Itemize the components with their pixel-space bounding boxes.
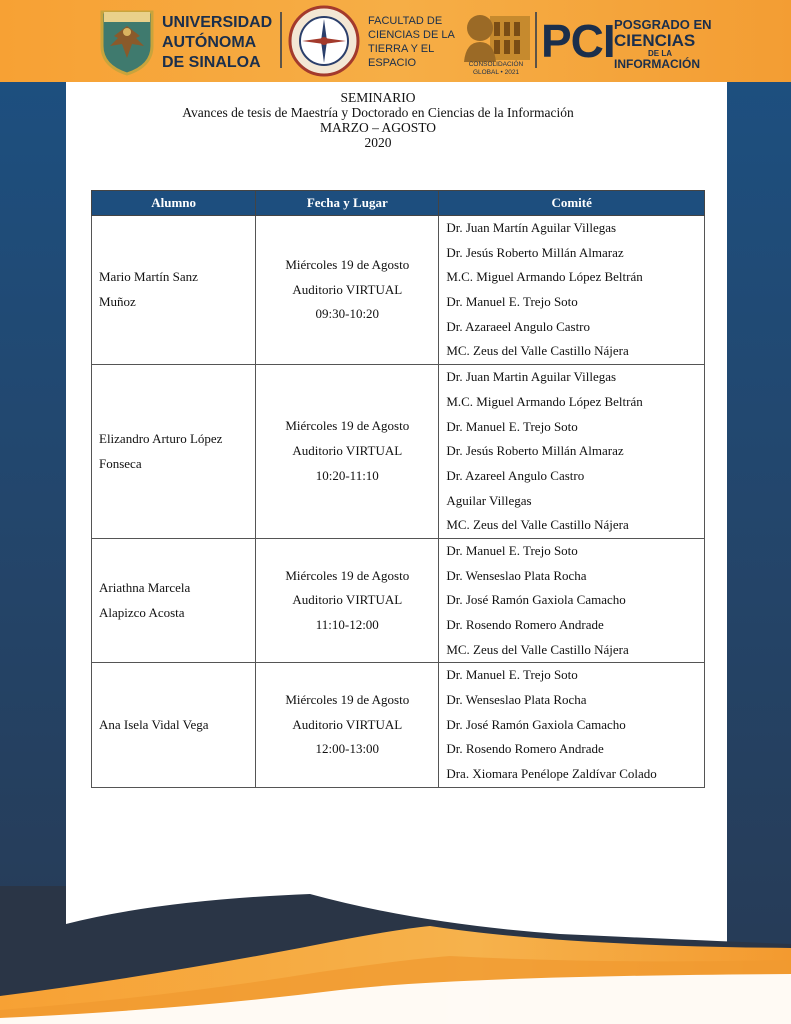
pci-logo-text: PCI bbox=[541, 15, 615, 67]
comite-member: Dr. Manuel E. Trejo Soto bbox=[446, 542, 578, 558]
header-comite: Comité bbox=[439, 191, 705, 216]
alumno-line: Fonseca bbox=[99, 455, 142, 471]
header-divider bbox=[280, 12, 282, 68]
pci-line-1: POSGRADO EN bbox=[614, 17, 712, 32]
fecha-date: Miércoles 19 de Agosto bbox=[285, 567, 410, 583]
fecha-date: Miércoles 19 de Agosto bbox=[285, 692, 410, 708]
consolidacion-logo bbox=[460, 6, 532, 62]
table-row bbox=[92, 538, 705, 662]
comite-member: Dr. Rosendo Romero Andrade bbox=[446, 617, 604, 632]
comite-member: Dr. Manuel E. Trejo Soto bbox=[446, 667, 578, 683]
uas-seal-logo bbox=[96, 6, 158, 76]
comite-member: Dr. Azareel Angulo Castro bbox=[446, 467, 585, 483]
university-line-2: AUTÓNOMA bbox=[162, 34, 257, 51]
cell-fecha-lugar bbox=[256, 538, 439, 662]
fecha-place: Auditorio VIRTUAL bbox=[292, 443, 403, 459]
header-divider-2 bbox=[535, 12, 537, 68]
title-period: MARZO – AGOSTO bbox=[319, 120, 436, 135]
cell-comite bbox=[439, 663, 705, 787]
alumno-line: Alapizco Acosta bbox=[99, 604, 185, 620]
faculty-line-4: ESPACIO bbox=[368, 57, 417, 69]
faculty-line-3: TIERRA Y EL bbox=[368, 43, 435, 55]
header-banner bbox=[0, 0, 791, 82]
pci-line-3: DE LA bbox=[648, 49, 672, 58]
document-titles bbox=[66, 90, 690, 150]
table-row bbox=[92, 663, 705, 787]
comite-member: Dr. Rosendo Romero Andrade bbox=[446, 741, 604, 757]
comite-member: Dr. Wenseslao Plata Rocha bbox=[446, 692, 587, 708]
table-row bbox=[92, 216, 705, 365]
comite-member: Dr. Manuel E. Trejo Soto bbox=[446, 418, 578, 434]
fecha-time: 11:10-12:00 bbox=[315, 617, 379, 632]
header-fecha-lugar: Fecha y Lugar bbox=[256, 191, 439, 216]
fecha-place: Auditorio VIRTUAL bbox=[292, 592, 403, 608]
alumno-line: Muñoz bbox=[99, 294, 136, 310]
table-header-row bbox=[92, 191, 705, 216]
fecha-time: 09:30-10:20 bbox=[315, 306, 380, 322]
alumno-line: Ana Isela Vidal Vega bbox=[99, 716, 209, 732]
table-row bbox=[92, 365, 705, 539]
comite-member: MC. Zeus del Valle Castillo Nájera bbox=[446, 641, 629, 657]
cell-fecha-lugar bbox=[256, 365, 439, 539]
cell-comite bbox=[439, 365, 705, 539]
comite-member: M.C. Miguel Armando López Beltrán bbox=[446, 393, 643, 409]
comite-member: Dr. Manuel E. Trejo Soto bbox=[446, 294, 578, 310]
faculty-line-1: FACULTAD DE bbox=[368, 15, 443, 27]
faculty-line-2: CIENCIAS DE LA bbox=[368, 29, 455, 41]
comite-member: MC. Zeus del Valle Castillo Nájera bbox=[446, 517, 629, 533]
cell-alumno bbox=[92, 365, 256, 539]
comite-member: Dr. Wenseslao Plata Rocha bbox=[446, 567, 587, 583]
cell-fecha-lugar bbox=[256, 663, 439, 787]
faculty-seal-logo bbox=[288, 5, 360, 77]
cell-fecha-lugar bbox=[256, 216, 439, 365]
left-blue-band bbox=[0, 82, 66, 1024]
consolidacion-caption bbox=[461, 61, 531, 77]
title-avances: Avances de tesis de Maestría y Doctorado en Ciencias de la Información bbox=[182, 105, 574, 120]
comite-member: Dr. José Ramón Gaxiola Camacho bbox=[446, 716, 626, 732]
pci-line-4: INFORMACIÓN bbox=[614, 57, 700, 71]
right-blue-band bbox=[727, 82, 791, 1024]
cell-comite bbox=[439, 216, 705, 365]
fecha-place: Auditorio VIRTUAL bbox=[292, 281, 403, 297]
title-seminario: SEMINARIO bbox=[340, 90, 416, 105]
university-line-3: DE SINALOA bbox=[162, 54, 261, 71]
comite-member: Dr. Juan Martin Aguilar Villegas bbox=[446, 369, 617, 385]
fecha-date: Miércoles 19 de Agosto bbox=[285, 257, 410, 272]
comite-member: Aguilar Villegas bbox=[446, 492, 532, 508]
alumno-line: Ariathna Marcela bbox=[99, 579, 191, 595]
cell-alumno bbox=[92, 216, 256, 365]
comite-member: Dr. Jesús Roberto Millán Almaraz bbox=[446, 244, 624, 260]
cell-alumno bbox=[92, 538, 256, 662]
university-name bbox=[162, 13, 272, 73]
consolidacion-line-1: CONSOLIDACIÓN bbox=[468, 61, 524, 68]
schedule-table bbox=[91, 190, 705, 788]
fecha-time: 12:00-13:00 bbox=[315, 741, 380, 757]
comite-member: Dr. José Ramón Gaxiola Camacho bbox=[446, 592, 626, 608]
fecha-place: Auditorio VIRTUAL bbox=[292, 716, 403, 732]
comite-member: Dra. Xiomara Penélope Zaldívar Colado bbox=[446, 766, 657, 782]
faculty-name bbox=[368, 14, 455, 70]
consolidacion-line-2: GLOBAL • 2021 bbox=[472, 69, 520, 76]
comite-member: Dr. Juan Martín Aguilar Villegas bbox=[446, 220, 617, 235]
cell-alumno bbox=[92, 663, 256, 787]
comite-member: M.C. Miguel Armando López Beltrán bbox=[446, 269, 643, 285]
pci-line-2: CIENCIAS bbox=[614, 31, 696, 50]
comite-member: Dr. Jesús Roberto Millán Almaraz bbox=[446, 443, 624, 459]
alumno-line: Mario Martín Sanz bbox=[99, 269, 198, 285]
footer-decoration bbox=[0, 886, 791, 1024]
alumno-line: Elizandro Arturo López bbox=[99, 430, 223, 446]
header-alumno: Alumno bbox=[92, 191, 256, 216]
fecha-time: 10:20-11:10 bbox=[315, 467, 379, 483]
pci-program-name bbox=[614, 18, 712, 71]
fecha-date: Miércoles 19 de Agosto bbox=[285, 418, 410, 434]
title-year: 2020 bbox=[364, 135, 392, 150]
cell-comite bbox=[439, 538, 705, 662]
comite-member: MC. Zeus del Valle Castillo Nájera bbox=[446, 343, 629, 359]
university-line-1: UNIVERSIDAD bbox=[162, 14, 273, 31]
comite-member: Dr. Azaraeel Angulo Castro bbox=[446, 318, 591, 334]
